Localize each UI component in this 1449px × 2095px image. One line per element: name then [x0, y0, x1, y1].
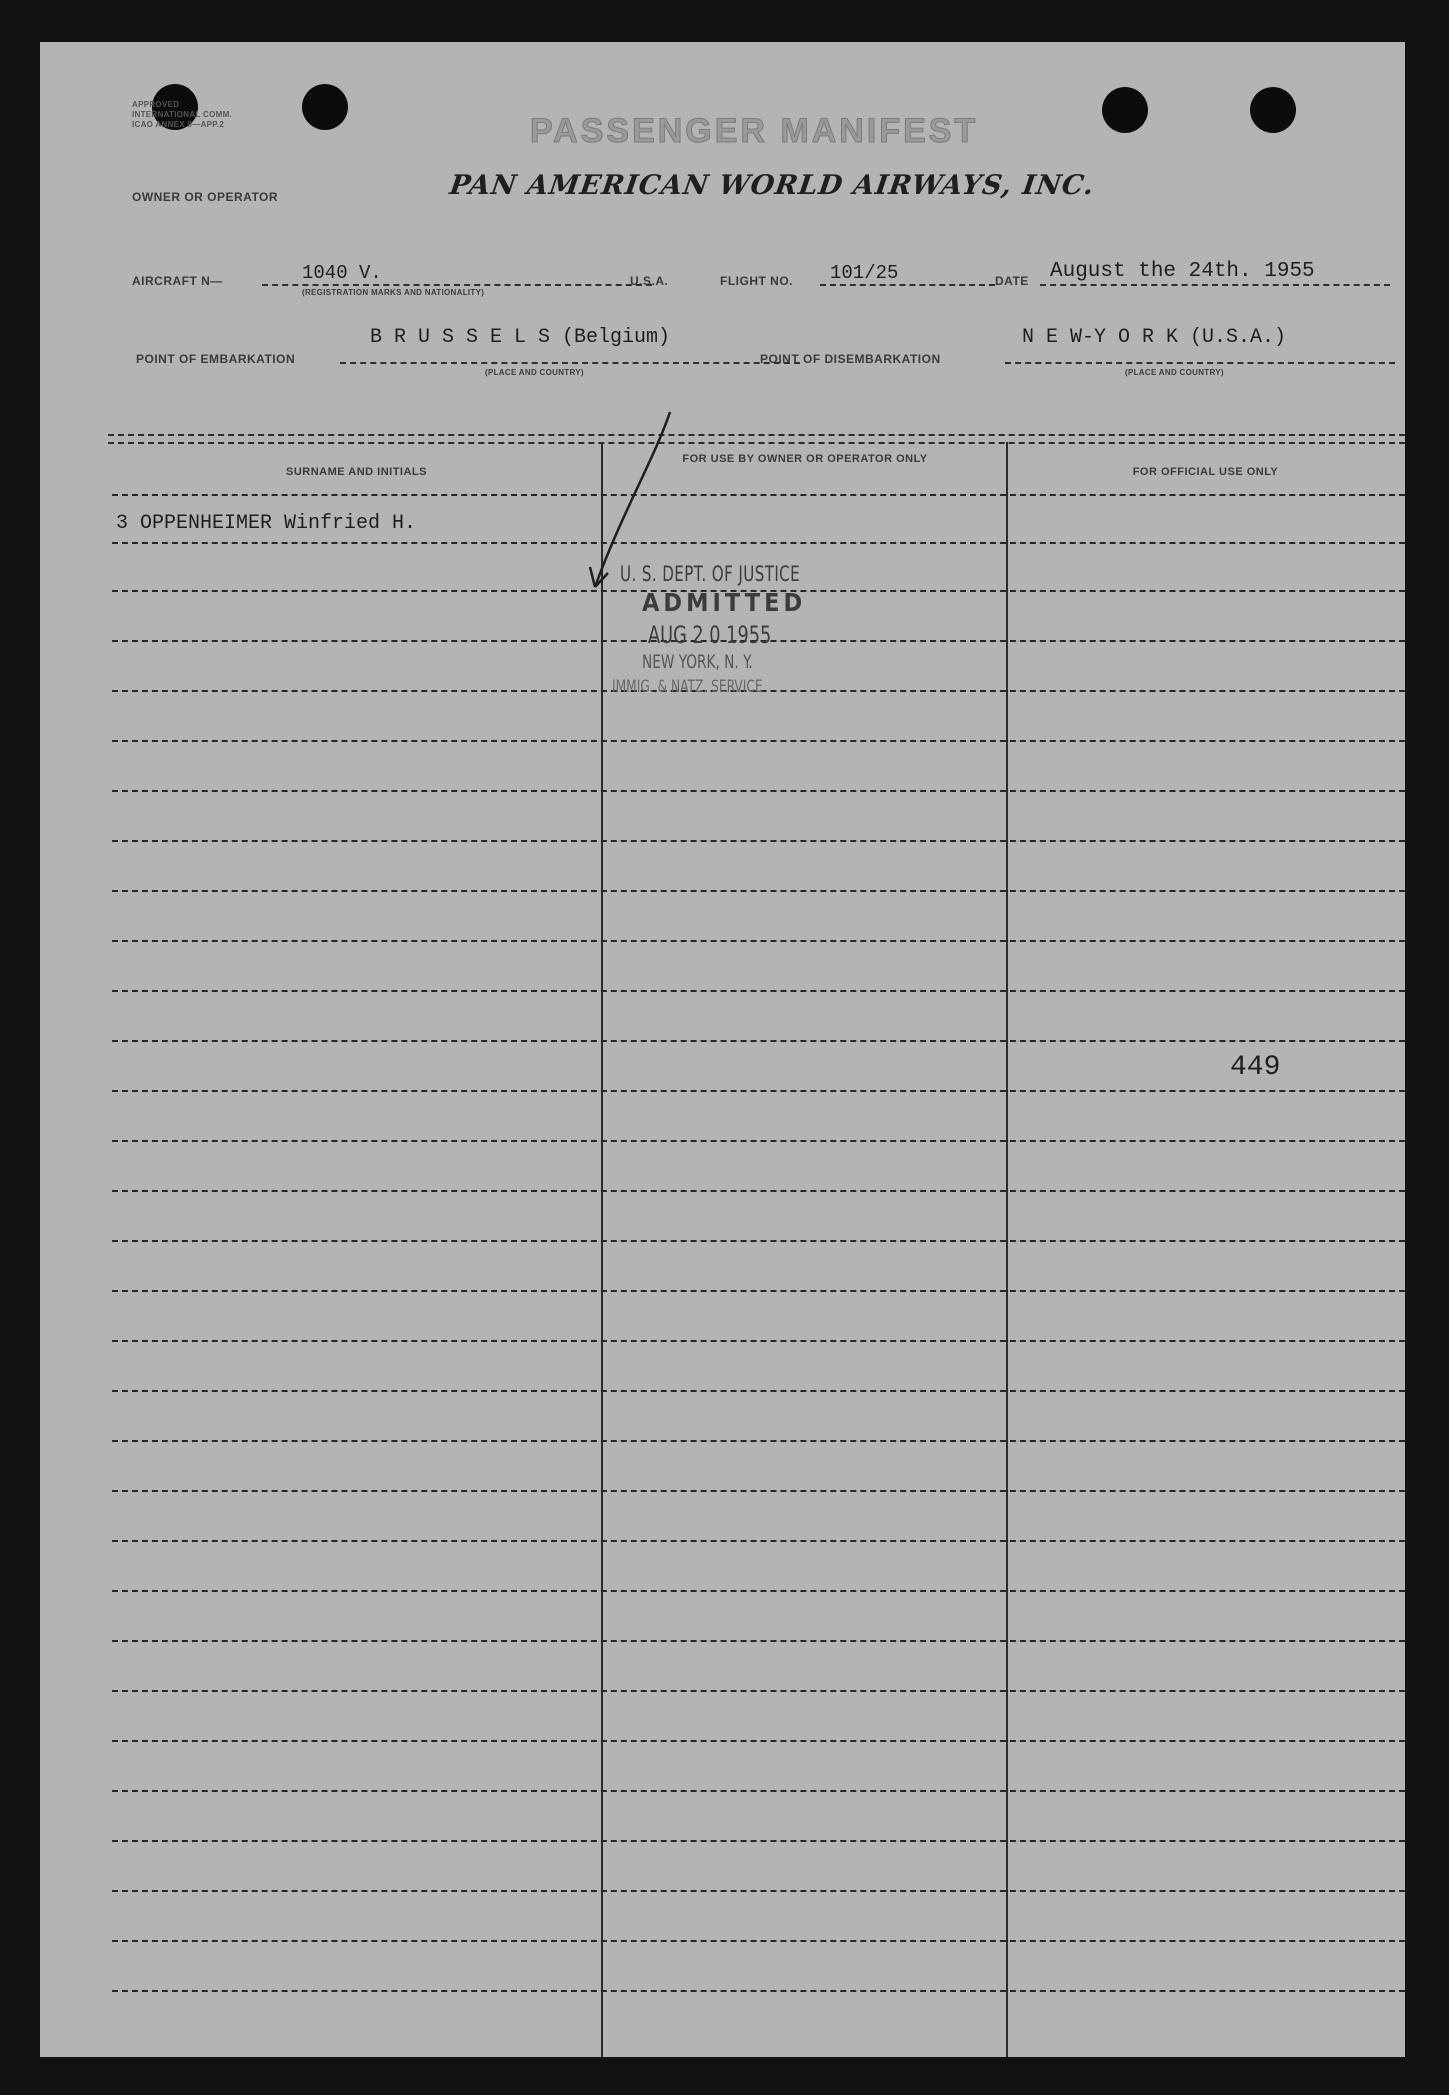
table-row: [112, 990, 1405, 992]
table-row: [112, 1590, 1405, 1592]
table-row: [112, 1740, 1405, 1742]
table-row: [112, 1090, 1405, 1092]
table-row: [112, 840, 1405, 842]
table-row: [112, 1990, 1405, 1992]
table-row: [112, 940, 1405, 942]
header-official-use: FOR OFFICIAL USE ONLY: [1132, 466, 1279, 478]
aircraft-caption: (REGISTRATION MARKS AND NATIONALITY): [302, 288, 485, 297]
disembarkation-label: POINT OF DISEMBARKATION: [760, 352, 941, 366]
disembarkation-value: N E W-Y O R K (U.S.A.): [1022, 326, 1287, 349]
table-row: [112, 1340, 1405, 1342]
embarkation-caption: (PLACE AND COUNTRY): [485, 368, 584, 377]
table-row: [112, 1940, 1405, 1942]
table-row: [112, 1490, 1405, 1492]
column-divider: [1006, 442, 1008, 2057]
embarkation-label: POINT OF EMBARKATION: [136, 352, 296, 366]
punch-hole: [302, 84, 348, 130]
table-row: [112, 740, 1405, 742]
table-row: [112, 1540, 1405, 1542]
usa-label: U.S.A.: [630, 274, 669, 288]
table-row: [112, 494, 1405, 496]
table-top-rule: [108, 442, 1405, 444]
aircraft-label: AIRCRAFT N—: [132, 274, 223, 288]
owner-label: OWNER OR OPERATOR: [132, 190, 279, 204]
table-row: [112, 1690, 1405, 1692]
flight-value: 101/25: [830, 262, 899, 284]
table-row: [112, 1290, 1405, 1292]
approval-note: APPROVED INTERNATIONAL COMM. ICAO ANNEX 9—APP.2: [132, 100, 233, 129]
table-row: [112, 1640, 1405, 1642]
passenger-entry: 3 OPPENHEIMER Winfried H.: [116, 512, 417, 535]
table-row: [112, 1240, 1405, 1242]
official-number: 449: [1230, 1052, 1281, 1083]
table-row: [112, 542, 1405, 544]
table-row: [112, 1140, 1405, 1142]
form-title: PASSENGER MANIFEST: [530, 112, 979, 150]
table-row: [112, 1040, 1405, 1042]
date-label: DATE: [995, 274, 1029, 288]
column-divider: [601, 442, 603, 2057]
table-row: [112, 1790, 1405, 1792]
table-top-rule: [108, 434, 1405, 436]
table-row: [112, 890, 1405, 892]
table-row: [112, 790, 1405, 792]
table-row: [112, 1390, 1405, 1392]
header-owner-use: FOR USE BY OWNER OR OPERATOR ONLY: [682, 453, 928, 465]
punch-hole: [1250, 87, 1296, 133]
table-row: [112, 1440, 1405, 1442]
date-value: August the 24th. 1955: [1050, 260, 1315, 283]
table-row: [112, 1840, 1405, 1842]
manifest-page: [40, 42, 1405, 2057]
table-row: [112, 1190, 1405, 1192]
flight-label: FLIGHT NO.: [720, 274, 793, 288]
disembarkation-caption: (PLACE AND COUNTRY): [1125, 368, 1224, 377]
embarkation-value: B R U S S E L S (Belgium): [370, 326, 671, 349]
punch-hole: [1102, 87, 1148, 133]
header-surname: SURNAME AND INITIALS: [286, 466, 427, 478]
owner-name: PAN AMERICAN WORLD AIRWAYS, INC.: [447, 170, 1097, 201]
admitted-stamp: U. S. DEPT. OF JUSTICE ADMITTED AUG 2 0 1955 NEW YORK, N. Y. IMMIG. & NATZ. SERVICE: [612, 562, 807, 697]
table-row: [112, 1890, 1405, 1892]
aircraft-value: 1040 V.: [302, 262, 382, 284]
